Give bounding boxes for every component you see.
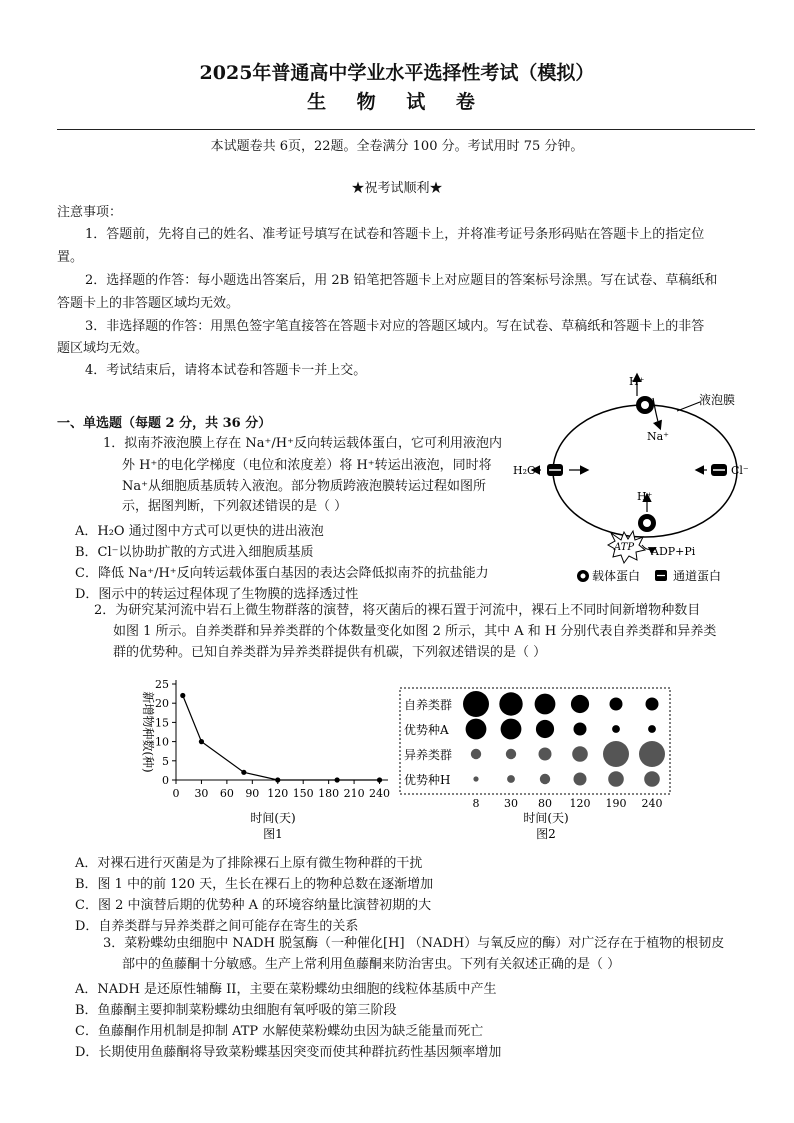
atp-label: ATP [614, 542, 635, 553]
fig2-row-label: 异养类群 [404, 748, 453, 762]
q2-stem-line: 2．为研究某河流中岩石上微生物群落的演替，将灭菌后的裸石置于河流中，裸石上不同时间新增物种数目 [94, 603, 701, 618]
fig2-row-label: 优势种H [404, 773, 451, 787]
note-line: 2．选择题的作答：每小题选出答案后，用 2B 铅笔把答题卡上对应题目的答案标号涂黑。写在试卷、草稿纸和 [85, 273, 718, 288]
q1-option-d: D．图示中的转运过程体现了生物膜的选择透过性 [75, 587, 359, 602]
fig1-y-tick-label: 25 [155, 678, 169, 691]
fig2-row-label: 自养类群 [404, 698, 453, 712]
fig2-x-tick-label: 190 [605, 797, 627, 810]
note-line: 1．答题前，先将自己的姓名、准考证号填写在试卷和答题卡上，并将准考证号条形码贴在答题卡上的指定位 [85, 227, 705, 242]
fig1-x-tick-label: 240 [369, 787, 391, 800]
fig1-y-tick-label: 5 [162, 754, 169, 768]
q1-stem-line: 示，据图判断，下列叙述错误的是（ ） [122, 499, 348, 514]
fig2-x-tick-label: 120 [569, 797, 591, 810]
fig1-data-point [335, 777, 340, 782]
cl-label: Cl⁻ [731, 464, 749, 477]
membrane-label: 液泡膜 [699, 393, 736, 407]
q1-option-b: B．Cl⁻以协助扩散的方式进入细胞质基质 [75, 545, 314, 560]
fig2-x-tick-label: 8 [472, 797, 480, 810]
h-top-label: H⁺ [629, 375, 645, 388]
fig2-bubble [572, 746, 588, 762]
fig1-data-point [241, 770, 246, 775]
fig1-x-tick-label: 30 [194, 787, 209, 800]
fig2-bubble [466, 719, 487, 740]
fig2-row-label: 优势种A [404, 723, 449, 737]
q2-stem-line: 如图 1 所示。自养类群和异养类群的个体数量变化如图 2 所示，其中 A 和 H 分别代表自养类群和异养类 [113, 624, 717, 639]
vacuole-membrane-diagram [513, 370, 775, 590]
fig2-bubble [539, 748, 552, 761]
fig1-data-point [377, 777, 382, 782]
fig2-bubble [473, 776, 478, 781]
na-in-arrow [653, 398, 660, 428]
h2o-label: H₂O [513, 464, 537, 477]
legend-carrier-label: 载体蛋白 [592, 569, 641, 583]
q1-stem-line: 外 H⁺的电化学梯度（电位和浓度差）将 H⁺转运出液泡，同时将 [122, 458, 492, 473]
section-heading: 一、单选题（每题 2 分，共 36 分） [57, 416, 272, 431]
fig2-bubble [471, 749, 481, 759]
antiporter-carrier [636, 396, 654, 414]
exam-subtitle: 生 物 试 卷 [307, 91, 487, 113]
fig2-bubble [644, 771, 660, 787]
q2-stem-line: 群的优势种。已知自养类群为异养类群提供有机碳，下列叙述错误的是（ ） [113, 645, 547, 660]
fig1-x-tick-label: 210 [343, 787, 365, 800]
q1-option-a: A．H₂O 通过图中方式可以更快的进出液泡 [75, 524, 324, 539]
exam-title: 2025年普通高中学业水平选择性考试（模拟） [199, 62, 595, 84]
exam-info: 本试题卷共 6页，22题。全卷满分 100 分。考试用时 75 分钟。 [210, 139, 584, 154]
note-line: 3．非选择题的作答：用黑色签字笔直接答在答题卡对应的答题区域内。写在试卷、草稿纸和答题卡上的非答 [85, 319, 705, 334]
fig2-x-tick-label: 80 [538, 797, 552, 810]
fig1-data-point [199, 739, 204, 744]
fig1-x-axis-label: 时间(天) [250, 811, 296, 825]
fig1-x-tick-label: 90 [245, 787, 260, 800]
header-divider [57, 129, 755, 130]
q2-option-a: A．对裸石进行灭菌是为了排除裸石上原有微生物种群的干扰 [75, 856, 423, 871]
fig1-caption: 图1 [263, 827, 283, 841]
fig2-bubble [608, 771, 624, 787]
fig1-y-tick-label: 0 [162, 774, 169, 787]
adp-label: ADP+Pi [651, 545, 696, 558]
fig2-bubble [540, 774, 550, 784]
fig1-x-tick-label: 150 [292, 787, 314, 800]
fig2-caption: 图2 [536, 827, 556, 841]
fig2-bubble [612, 725, 620, 733]
notes-heading: 注意事项： [57, 205, 123, 220]
figure-2-bubble-chart [398, 682, 670, 844]
fig1-data-point [275, 777, 280, 782]
fig1-x-tick-label: 0 [172, 787, 180, 800]
fig2-bubble [610, 698, 623, 711]
fig1-y-axis-label: 新增物种数(种) [141, 691, 155, 773]
q3-stem-line: 部中的鱼藤酮十分敏感。生产上常利用鱼藤酮来防治害虫。下列有关叙述正确的是（ ） [122, 957, 621, 972]
q3-option-b: B．鱼藤酮主要抑制菜粉蝶幼虫细胞有氧呼吸的第三阶段 [75, 1003, 397, 1018]
note-line: 置。 [57, 250, 84, 265]
q1-stem-line: 1．拟南芥液泡膜上存在 Na⁺/H⁺反向转运载体蛋白，它可利用液泡内 [103, 436, 502, 451]
fig2-x-axis-label: 时间(天) [523, 811, 569, 825]
proton-pump [638, 514, 656, 532]
q2-option-d: D．自养类群与异养类群之间可能存在寄生的关系 [75, 919, 359, 934]
fig1-series [180, 693, 382, 783]
fig1-x-tick-label: 60 [219, 787, 234, 800]
na-label: Na⁺ [647, 430, 669, 443]
fig2-bubble [463, 691, 489, 717]
fig1-series-line [183, 696, 380, 780]
fig2-bubble [639, 741, 665, 767]
figure-1-line-chart [130, 672, 395, 844]
note-line: 题区域均无效。 [57, 341, 149, 356]
fig2-bubble [646, 698, 659, 711]
fig1-y-tick-label: 15 [155, 716, 169, 730]
fig1-axes [155, 678, 390, 800]
fig2-bubble [536, 720, 554, 738]
fig2-bubble [648, 725, 656, 733]
fig1-data-point [180, 693, 185, 698]
wish-line: ★祝考试顺利★ [351, 181, 443, 196]
fig2-bubble [571, 695, 589, 713]
fig2-bubble [574, 773, 587, 786]
fig2-bubble [499, 692, 522, 715]
q3-option-a: A．NADH 是还原性辅酶 II，主要在菜粉蝶幼虫细胞的线粒体基质中产生 [75, 982, 497, 997]
fig2-bubble [501, 719, 522, 740]
legend-carrier-icon [577, 570, 589, 582]
fig1-y-tick-label: 20 [155, 697, 169, 711]
fig2-bubbles [400, 688, 670, 810]
note-line: 4．考试结束后，请将本试卷和答题卡一并上交。 [85, 363, 367, 378]
q2-option-c: C．图 2 中演替后期的优势种 A 的环境容纳量比演替初期的大 [75, 898, 432, 913]
legend-channel-label: 通道蛋白 [673, 569, 722, 583]
note-line: 答题卡上的非答题区域均无效。 [57, 296, 240, 311]
q3-stem-line: 3．菜粉蝶幼虫细胞中 NADH 脱氢酶（一种催化[H] （NADH）与氧反应的酶）对广泛存在于植物的根韧皮 [103, 936, 725, 951]
q3-option-d: D．长期使用鱼藤酮将导致菜粉蝶基因突变而使其种群抗药性基因频率增加 [75, 1045, 502, 1060]
q1-stem-line: Na⁺从细胞质基质转入液泡。部分物质跨液泡膜转运过程如图所 [122, 479, 486, 494]
fig2-x-tick-label: 30 [504, 797, 518, 810]
fig2-bubble [535, 694, 556, 715]
fig1-y-tick-label: 10 [155, 735, 169, 749]
fig2-bubble [506, 749, 516, 759]
fig1-x-tick-label: 180 [318, 787, 340, 800]
fig2-bubble [603, 741, 629, 767]
membrane-label-leader [677, 402, 700, 411]
fig2-bubble [574, 723, 587, 736]
q2-option-b: B．图 1 中的前 120 天，生长在裸石上的物种总数在逐渐增加 [75, 877, 434, 892]
fig1-x-tick-label: 120 [267, 787, 289, 800]
q3-option-c: C．鱼藤酮作用机制是抑制 ATP 水解使菜粉蝶幼虫因为缺乏能量而死亡 [75, 1024, 484, 1039]
fig2-bubble [507, 775, 515, 783]
h-bottom-label: H⁺ [637, 490, 653, 503]
fig2-x-tick-label: 240 [641, 797, 663, 810]
q1-option-c: C．降低 Na⁺/H⁺反向转运载体蛋白基因的表达会降低拟南芥的抗盐能力 [75, 566, 489, 581]
